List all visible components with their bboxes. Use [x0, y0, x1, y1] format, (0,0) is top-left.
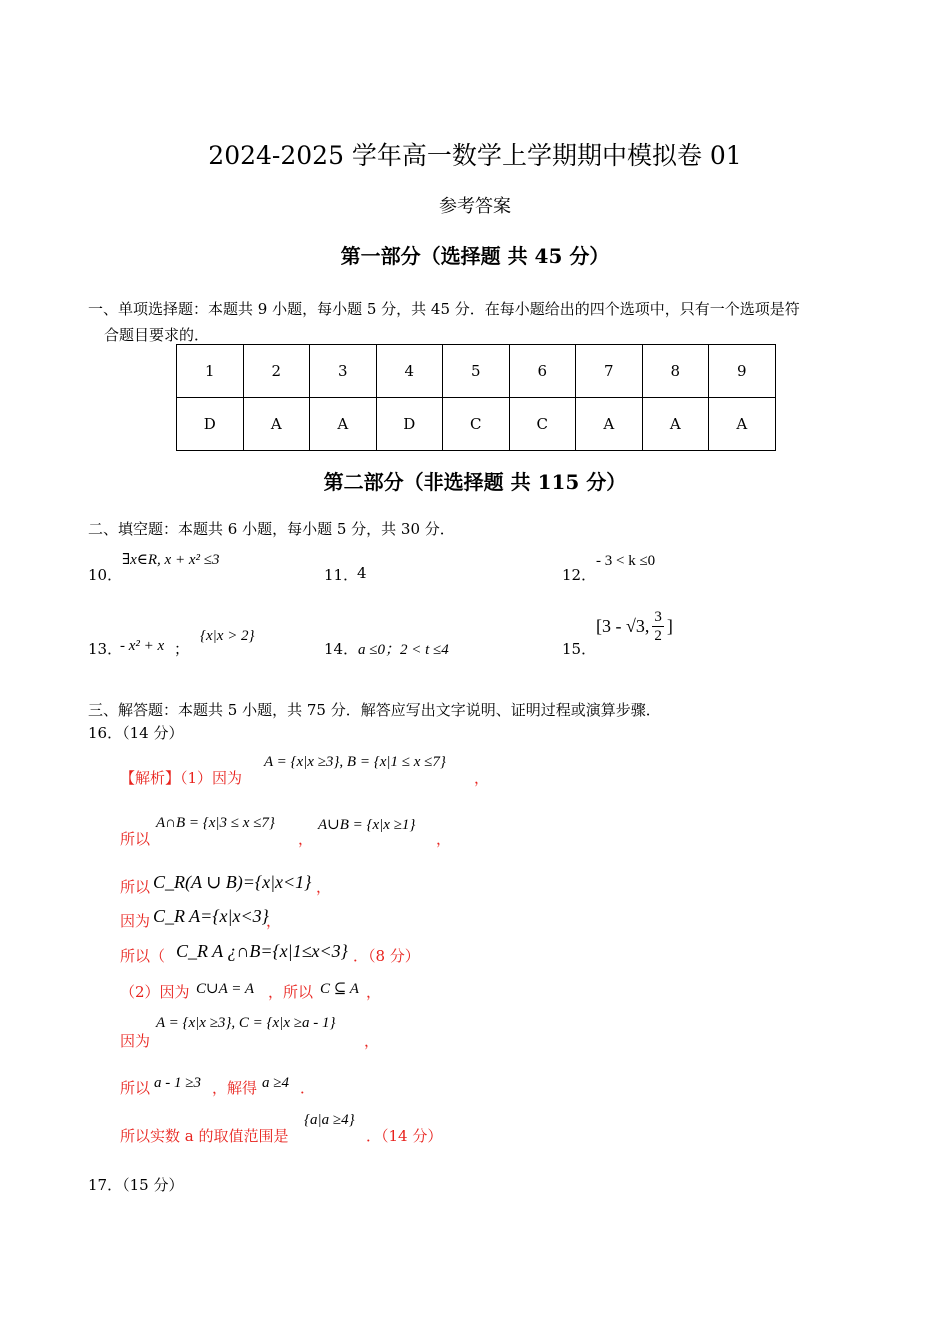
answer-choice: C [443, 398, 510, 451]
q16-l7-text: 因为 [120, 1032, 151, 1050]
q15-answer-pre: [3 - √3, [596, 616, 650, 636]
q16-l9-math: {a|a ≥4} [304, 1112, 355, 1128]
answer-choice: A [642, 398, 709, 451]
answer-number: 4 [376, 345, 443, 398]
q11-answer: 4 [357, 564, 367, 582]
answer-number: 8 [642, 345, 709, 398]
q16-l8-math2: a ≥4 [262, 1075, 289, 1091]
answer-choice: A [243, 398, 310, 451]
q16-l6-math2: C ⊆ A [320, 981, 359, 997]
q16-l3-math: C_R(A ∪ B)={x|x<1} [153, 872, 312, 892]
q16-l2-math1: A∩B = {x|3 ≤ x ≤7} [156, 815, 275, 831]
q16-l5-math: C_R A ¿∩B={x|1≤x<3} [176, 941, 348, 961]
section2-heading: 二、填空题：本题共 6 小题，每小题 5 分，共 30 分． [88, 520, 455, 538]
q16-header: 16．（14 分） [88, 724, 184, 742]
answer-choice: A [310, 398, 377, 451]
q16-l3-text: 所以 [120, 878, 151, 896]
page-subtitle: 参考答案 [439, 196, 511, 217]
q13-label: 13． [88, 640, 123, 658]
q13-answer-1: - x² + x [120, 638, 165, 654]
q15-fraction [652, 608, 664, 645]
q15-numerator: 3 [654, 609, 662, 625]
answer-number-row [177, 345, 776, 398]
q16-l1-end: ， [474, 769, 490, 787]
q16-l2-text: 所以 [120, 830, 151, 848]
q16-line1 [120, 767, 242, 788]
q15-denominator: 2 [654, 628, 662, 644]
q16-l8-text2: ，解得 [212, 1079, 258, 1097]
q15-answer [596, 608, 673, 645]
answer-number: 6 [509, 345, 576, 398]
q16-l6-end: ， [366, 983, 382, 1001]
q17-header: 17．（15 分） [88, 1176, 184, 1194]
part1-heading: 第一部分（选择题 共 45 分） [340, 244, 610, 268]
answer-choice-row [177, 398, 776, 451]
part2-heading: 第二部分（非选择题 共 115 分） [323, 470, 627, 494]
page-title: 2024-2025 学年高一数学上学期期中模拟卷 01 [208, 141, 742, 170]
q16-l7-math: A = {x|x ≥3}, C = {x|x ≥a - 1} [156, 1015, 336, 1031]
q16-l8-text: 所以 [120, 1079, 151, 1097]
analysis-tag: 【解析】 [120, 769, 181, 787]
q11-label: 11． [324, 566, 359, 584]
answer-number: 5 [443, 345, 510, 398]
q16-l1-math: A = {x|x ≥3}, B = {x|1 ≤ x ≤7} [264, 754, 446, 770]
answer-number: 7 [576, 345, 643, 398]
q14-label: 14． [324, 640, 359, 658]
answer-choice: A [576, 398, 643, 451]
q13-separator: ； [174, 640, 190, 658]
q16-l5-end: ．（8 分） [353, 947, 420, 965]
q15-answer-post: ] [666, 616, 673, 636]
q10-label: 10． [88, 566, 123, 584]
section1-line1: 一、单项选择题：本题共 9 小题，每小题 5 分，共 45 分．在每小题给出的四个选项中，只有一个选项是符 [88, 300, 800, 318]
q16-l2-math2: A∪B = {x|x ≥1} [318, 817, 416, 833]
q16-l9-end: ．（14 分） [366, 1127, 443, 1145]
q16-l8-math1: a - 1 ≥3 [154, 1075, 201, 1091]
section1-line2: 合题目要求的． [104, 326, 210, 344]
q15-label: 15． [562, 640, 597, 658]
q16-l5-text: 所以（ [120, 947, 166, 965]
answer-table [176, 344, 776, 451]
q14-answer: a ≤0；2 < t ≤4 [358, 642, 449, 658]
q16-l7-end: ， [364, 1032, 380, 1050]
answer-number: 2 [243, 345, 310, 398]
q16-l3-end: ， [316, 878, 332, 896]
answer-number: 1 [177, 345, 244, 398]
q16-l1-text: （1）因为 [180, 769, 243, 787]
q10-answer: ∃x∈R, x + x² ≤3 [122, 552, 220, 568]
answer-number: 9 [709, 345, 776, 398]
answer-choice: C [509, 398, 576, 451]
q16-l6-text2: ，所以 [268, 983, 314, 1001]
q13-answer-2: {x|x > 2} [200, 628, 255, 644]
q16-l2-sep: ， [298, 830, 314, 848]
answer-choice: D [177, 398, 244, 451]
answer-choice: D [376, 398, 443, 451]
answer-choice: A [709, 398, 776, 451]
answer-number: 3 [310, 345, 377, 398]
q16-l9-text: 所以实数 a 的取值范围是 [120, 1127, 289, 1145]
q12-answer: - 3 < k ≤0 [596, 553, 656, 569]
q16-l4-end: ， [266, 912, 282, 930]
q16-l8-end: ． [300, 1079, 316, 1097]
q16-l4-math: C_R A={x|x<3} [153, 906, 269, 926]
q16-l4-text: 因为 [120, 912, 151, 930]
section3-heading: 三、解答题：本题共 5 小题，共 75 分．解答应写出文字说明、证明过程或演算步骤． [88, 701, 661, 719]
q12-label: 12． [562, 566, 597, 584]
q16-l2-end: ， [436, 830, 452, 848]
q16-l6-text1: （2）因为 [120, 983, 190, 1001]
q16-l6-math1: C∪A = A [196, 981, 254, 997]
